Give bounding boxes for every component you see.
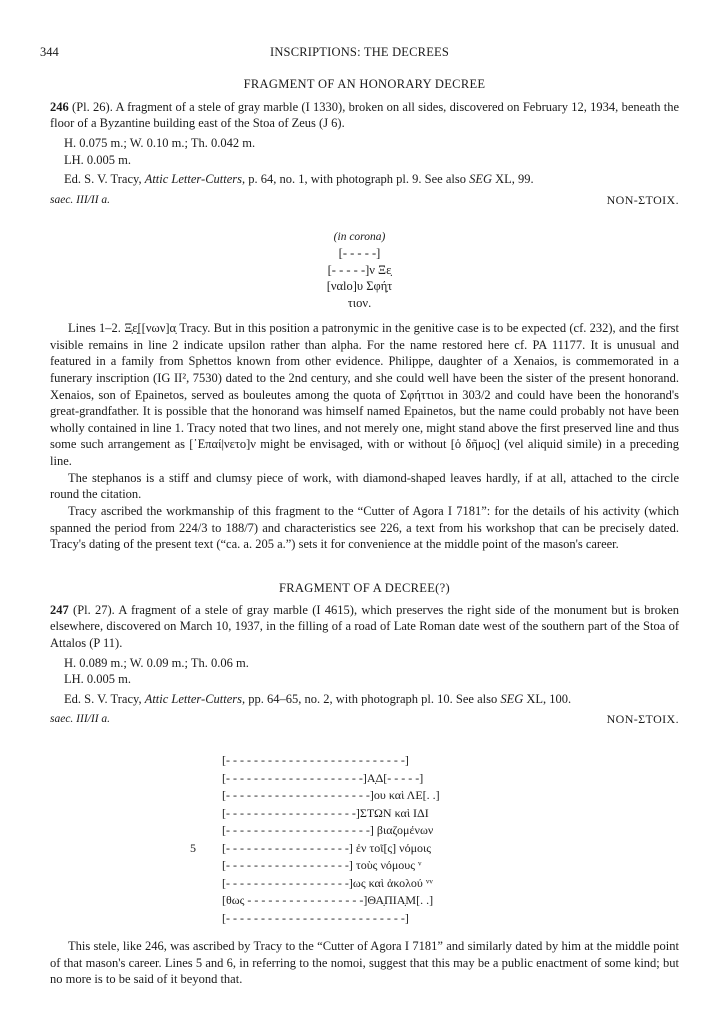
- inscription-line-5: 5 [- - - - - - - - - - - - - - - - - -] ἐν τοῖ[ς] νόμοις: [222, 840, 502, 858]
- inscription-line: [- - - - - - - - - - - - - - - - - -]ως καὶ ἀκολού ᵛᵛ: [222, 875, 433, 890]
- entry-247: [50, 580, 679, 729]
- stoich-247: NON-ΣΤΟΙΧ.: [606, 712, 679, 727]
- inscription-line: [- - - - - - - - - - - - - - - - - - -]ΣΤΩΝ καὶ ΙΔΙ: [222, 805, 429, 820]
- date-row-246: [50, 193, 679, 210]
- entry-number-247: 247: [50, 602, 69, 617]
- section-heading-246: FRAGMENT OF AN HONORARY DECREE: [243, 77, 486, 91]
- line-number: 5: [190, 840, 196, 855]
- running-title: INSCRIPTIONS: THE DECREES: [269, 45, 450, 59]
- commentary-paragraph: Tracy ascribed the workmanship of this fragment to the “Cutter of Agora I 7181”: for the details of his activity (which spanned the period from 224/3 to 188/7) and characteristics see 226, a text from his workshop that can be precisely dated. Tracy's dating of the present text (“ca. a. 205 a.”) sets it for convenience at the middle point of the mason's career.: [50, 503, 679, 552]
- entry-246-intro: 246 (Pl. 26). A fragment of a stele of gray marble (I 1330), broken on all sides, discovered on February 12, 1934, beneath the floor of a Byzantine building east of the Stoa of Zeus (J 6).: [50, 99, 680, 131]
- date-246: saec. III/II a.: [50, 193, 111, 206]
- inscription-line: (in corona): [333, 231, 386, 243]
- page-number: 344: [40, 45, 59, 59]
- inscription-line: [- - - - - - - - - - - - - - - - - - - - -] βιαζομένων: [222, 823, 434, 837]
- inscription-text-247: [190, 752, 502, 927]
- commentary-paragraph: This stele, like 246, was ascribed by Tracy to the “Cutter of Agora I 7181” and similarly dated by him at the middle point of that mason's career. Lines 5 and 6, in referring to the nomoi, suggest that this may be a public enactment of some kind; but no more is to be said of it beyond that.: [50, 939, 679, 987]
- inscription-line: [θως - - - - - - - - - - - - - - - - -]ΘΑ̣ΠΙΑ̣Μ[. .]: [222, 893, 434, 907]
- letter-height-246: LH. 0.005 m.: [64, 152, 132, 167]
- inscription-line: [ναlo]υ Σφή̣τ: [326, 279, 393, 294]
- running-header: [40, 44, 679, 60]
- commentary-paragraph: The stephanos is a stiff and clumsy piece of work, with diamond-shaped leaves hardly, if at all, attached to the circle round the citation.: [50, 470, 679, 502]
- letter-height-247: LH. 0.005 m.: [64, 672, 132, 687]
- inscription-line: [- - - - -]ν Ξε̣: [327, 262, 392, 277]
- edition-247: Ed. S. V. Tracy, Attic Letter-Cutters, pp. 64–65, no. 2, with photograph pl. 10. See also SEG XL, 100.: [64, 691, 572, 706]
- date-247: saec. III/II a.: [50, 713, 111, 726]
- commentary-246: [50, 320, 679, 553]
- dimensions-247: H. 0.089 m.; W. 0.09 m.; Th. 0.06 m.: [64, 655, 249, 670]
- inscription-line: [- - - - - - - - - - - - - - - - - -] τοὺς νόμους ᵛ: [222, 858, 422, 872]
- inscription-line: τιον.: [347, 295, 372, 310]
- inscription-line: [- - - - - - - - - - - - - - - - - - - - - - - - - -]: [222, 910, 409, 925]
- inscription-line: [- - - - - - - - - - - - - - - - - - - - - - - - - -]: [222, 753, 409, 767]
- commentary-247: [50, 938, 679, 988]
- inscription-text-246: [0, 230, 719, 311]
- dimensions-246: H. 0.075 m.; W. 0.10 m.; Th. 0.042 m.: [64, 135, 256, 150]
- section-heading-247: FRAGMENT OF A DECREE(?): [279, 581, 450, 595]
- inscription-line: [- - - - - - - - - - - - - - - - - - - - -]ου καὶ ΛΕ[. .]: [222, 788, 440, 802]
- entry-246: [50, 76, 679, 210]
- date-row-247: [50, 712, 679, 729]
- inscription-line: [- - - - -]: [338, 246, 381, 261]
- entry-247-intro: 247 (Pl. 27). A fragment of a stele of gray marble (I 4615), which preserves the right side of the monument but is broken elsewhere, discovered on March 10, 1937, in the filling of a road of Late Roman date west of the southern part of the Stoa of Attalos (P 11).: [50, 602, 680, 650]
- entry-number-246: 246: [50, 99, 69, 114]
- inscription-line: [- - - - - - - - - - - - - - - - - - - -]Α̣Δ[- - - - -]: [222, 770, 424, 785]
- edition-246: Ed. S. V. Tracy, Attic Letter-Cutters, p. 64, no. 1, with photograph pl. 9. See also SEG XL, 99.: [64, 172, 534, 187]
- commentary-paragraph: Lines 1–2. Ξ̣ε̣[[νων]α̣ Tracy. But in this position a patronymic in the genitive case is to be expected (cf. 232), and the first visible remains in line 2 indicate upsilon rather than alpha. For the name restored here cf. PA 11177. It is unusual and featured in a family from Sphettos known from other evidence. Philippe, daughter of a Xenaios, is commemorated in a funerary inscription (IG II², 7530) dated to the 2nd century, and she could well have been the sister of the present honorand. Xenaios, son of Epainetos, served as bouleutes among the quota of Σφήττιοι in 303/2 and could have been the honorand's great-grandfather. It is possible that the honorand was himself named Epainetos, but the name could probably not have been wholly contained in line 1. Tracy noted that two lines, and not merely one, might stand above the first preserved line and thus some such arrangement as [᾿Επαί|νετο]ν might be envisaged, with or without [ὁ δῆμος] (vel aliquid simile) in a preceding line.: [50, 321, 679, 468]
- stoich-246: NON-ΣΤΟΙΧ.: [606, 192, 679, 207]
